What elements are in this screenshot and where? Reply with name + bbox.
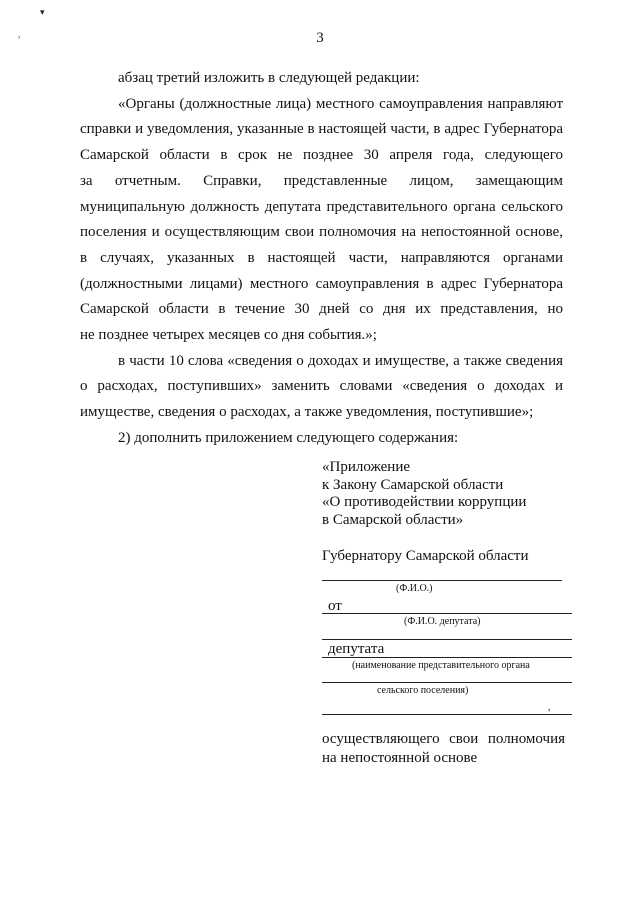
form-blank-line	[322, 639, 572, 640]
comma-mark: ,	[548, 702, 551, 713]
body-name-caption: (наименование представительного органа	[352, 660, 530, 671]
paragraph-line: Самарской области в срок не позднее 30 апреля года, следующего	[80, 147, 563, 164]
annex-line: к Закону Самарской области	[322, 476, 504, 493]
paragraph-line: 2) дополнить приложением следующего содержания:	[118, 429, 459, 446]
paragraph-line: «Органы (должностные лица) местного самоуправления направляют	[118, 95, 563, 112]
from-label: от	[328, 598, 342, 614]
paragraph-line: в части 10 слова «сведения о доходах и имуществе, а также сведения	[118, 352, 563, 369]
paragraph-line: абзац третий изложить в следующей редакции:	[118, 70, 420, 86]
closing-line: осуществляющего свои полномочия	[322, 731, 565, 747]
quoted-paragraph	[80, 92, 563, 349]
scan-artifact-mark: ʾ	[18, 36, 21, 46]
paragraph-line: муниципальную должность депутата представительного органа сельского	[80, 198, 563, 215]
paragraph-line: справки и уведомления, указанные в настоящей части, в адрес Губернатора	[80, 121, 563, 138]
annex-line: в Самарской области»	[322, 511, 464, 528]
fio-deputy-caption: (Ф.И.О. депутата)	[404, 616, 481, 627]
form-blank-line	[322, 682, 572, 683]
paragraph-line: за отчетным. Справки, представленные лицом, замещающим	[80, 172, 563, 189]
form-addressee: Губернатору Самарской области	[322, 548, 529, 564]
settlement-caption: сельского поселения)	[377, 685, 469, 696]
paragraph-line: о расходах, поступивших» заменить словами «сведения о доходах и	[80, 378, 563, 395]
annex-header	[322, 459, 572, 529]
form-blank-line	[322, 657, 572, 658]
scan-artifact-mark: ▾	[40, 8, 45, 18]
annex-line: «О противодействии коррупции	[322, 494, 527, 510]
paragraph-line: имуществе, сведения о расходах, а также уведомления, поступившие»;	[80, 404, 534, 421]
paragraph-line: (должностными лицами) местного самоуправления в адрес Губернатора	[80, 275, 563, 292]
paragraph-line: Самарской области в течение 30 дней со дня их представления, но	[80, 301, 563, 318]
form-blank-line	[322, 613, 572, 614]
page-number: 3	[316, 30, 324, 46]
annex-line: «Приложение	[322, 459, 411, 475]
fio-caption: (Ф.И.О.)	[396, 583, 433, 594]
form-blank-line	[322, 580, 562, 581]
closing-text	[322, 730, 565, 768]
paragraph-line: не позднее четырех месяцев со дня события.»;	[80, 327, 377, 344]
deputy-label: депутата	[328, 641, 385, 657]
closing-line: на непостоянной основе	[322, 750, 478, 766]
document-body	[80, 66, 563, 452]
form-blank-line	[322, 714, 572, 715]
paragraph-line: в случаях, указанных в настоящей части, направляются органами	[80, 249, 563, 266]
paragraph-line: поселения и осуществляющим свои полномочия на непостоянной основе,	[80, 224, 563, 241]
amendment-paragraph	[80, 349, 563, 426]
